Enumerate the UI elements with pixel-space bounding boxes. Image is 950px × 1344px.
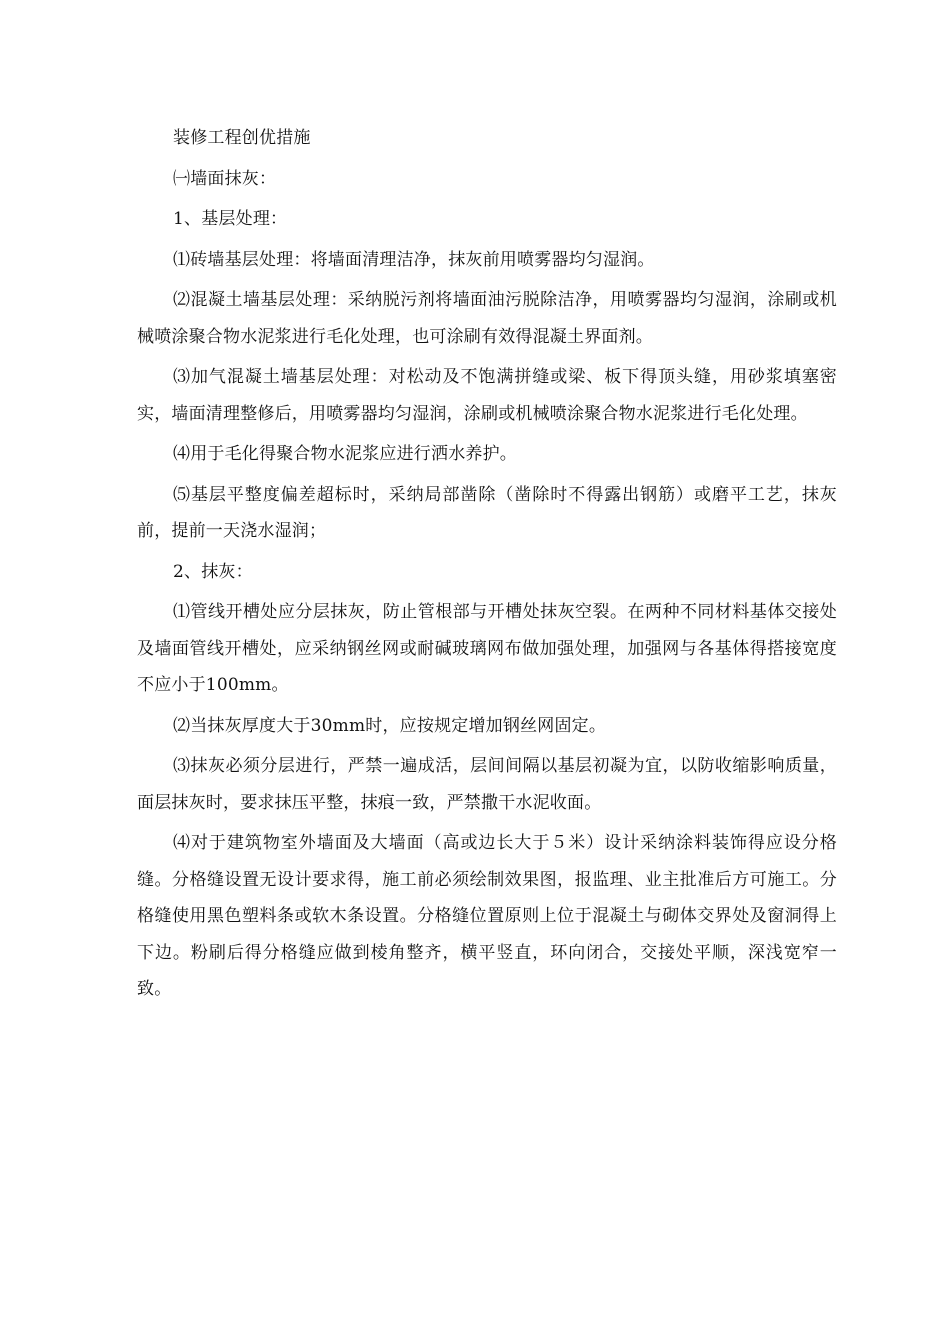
subsection-base-treatment: 1、基层处理： bbox=[173, 209, 288, 229]
subsection-plastering: 2、抹灰： bbox=[173, 561, 253, 582]
paragraph-thickness-mesh: ⑵当抹灰厚度大于30mm时，应按规定增加钢丝网固定。 bbox=[173, 715, 607, 736]
paragraph-flatness-deviation: ⑸基层平整度偏差超标时，采纳局部凿除（凿除时不得露出钢筋）或磨平工艺，抹灰前，提前一天浇水湿润； bbox=[137, 484, 837, 541]
section-heading-wall-plastering: ㈠墙面抹灰： bbox=[173, 168, 277, 189]
document-title: 装修工程创优措施 bbox=[173, 128, 311, 148]
paragraph-layered-plastering: ⑶抹灰必须分层进行，严禁一遍成活，层间间隔以基层初凝为宜，以防收缩影响质量，面层抹灰时，要求抹压平整，抹痕一致，严禁撒干水泥收面。 bbox=[137, 756, 837, 813]
paragraph-slurry-curing: ⑷用于毛化得聚合物水泥浆应进行洒水养护。 bbox=[173, 444, 517, 464]
paragraph-pipe-groove: ⑴管线开槽处应分层抹灰，防止管根部与开槽处抹灰空裂。在两种不同材料基体交接处及墙面管线开槽处，应采纳钢丝网或耐碱玻璃网布做加强处理，加强网与各基体得搭接宽度不应小于100mm。 bbox=[137, 602, 837, 695]
paragraph-brick-wall: ⑴砖墙基层处理：将墙面清理洁净，抹灰前用喷雾器均匀湿润。 bbox=[173, 249, 655, 270]
paragraph-aerated-concrete-wall: ⑶加气混凝土墙基层处理：对松动及不饱满拼缝或梁、板下得顶头缝，用砂浆填塞密实，墙面清理整修后，用喷雾器均匀湿润，涂刷或机械喷涂聚合物水泥浆进行毛化处理。 bbox=[137, 367, 837, 424]
paragraph-concrete-wall: ⑵混凝土墙基层处理：采纳脱污剂将墙面油污脱除洁净，用喷雾器均匀湿润，涂刷或机械喷涂聚合物水泥浆进行毛化处理，也可涂刷有效得混凝土界面剂。 bbox=[137, 290, 837, 347]
document-body bbox=[137, 120, 837, 1012]
paragraph-dividing-joints: ⑷对于建筑物室外墙面及大墙面（高或边长大于５米）设计采纳涂料装饰得应设分格缝。分格缝设置无设计要求得，施工前必须绘制效果图，报监理、业主批准后方可施工。分格缝使用黑色塑料条或软木条设置。分格缝位置原则上位于混凝土与砌体交界处及窗洞得上下边。粉刷后得分格缝应做到棱角整齐，横平竖直，环向闭合，交接处平顺，深浅宽窄一致。 bbox=[137, 833, 837, 999]
